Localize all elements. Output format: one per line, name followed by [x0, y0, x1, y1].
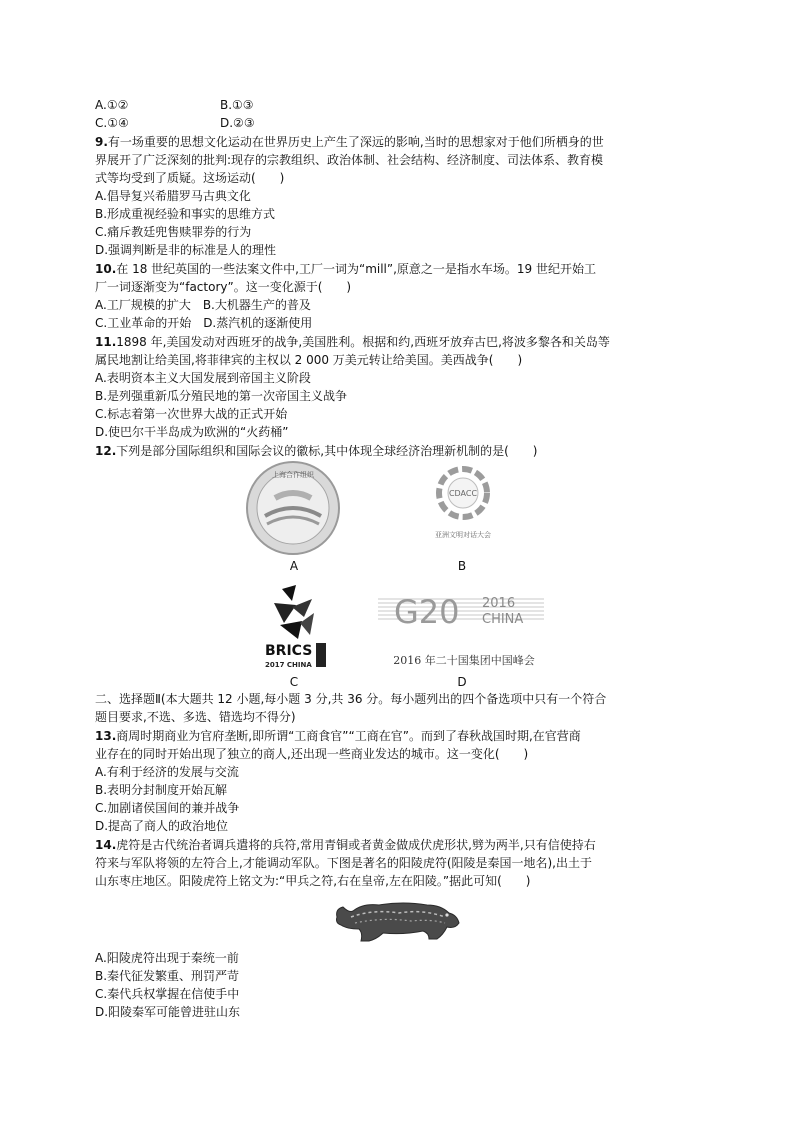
brics-logo: [262, 583, 332, 671]
q8-option-b: B.①③: [220, 98, 254, 112]
q10-number: 10.: [95, 262, 117, 276]
q9-option-b: B.形成重视经验和事实的思维方式: [95, 207, 276, 221]
q12-label-a: A: [289, 559, 299, 573]
q9-stem-line3: 式等均受到了质疑。这场运动( ): [95, 171, 285, 185]
q12-label-d: D: [457, 675, 467, 689]
q13-option-b: B.表明分封制度开始瓦解: [95, 783, 228, 797]
q9-number: 9.: [95, 135, 108, 149]
q13-option-a: A.有利于经济的发展与交流: [95, 765, 239, 779]
q11-option-d: D.使巴尔干半岛成为欧洲的“火药桶”: [95, 425, 289, 439]
q12-number: 12.: [95, 444, 117, 458]
q11-option-c: C.标志着第一次世界大战的正式开始: [95, 407, 288, 421]
q11-stem-line1: 11.1898 年,美国发动对西班牙的战争,美国胜利。根据和约,西班牙放弃古巴,将波多黎各和关岛等: [95, 335, 610, 349]
q13-option-d: D.提高了商人的政治地位: [95, 819, 229, 833]
g20-logo: [378, 585, 548, 635]
section2-heading-line1: 二、选择题Ⅱ(本大题共 12 小题,每小题 3 分,共 36 分。每小题列出的四个备选项中只有一个符合: [95, 692, 607, 706]
q9-stem-line2: 界展开了广泛深刻的批判:现存的宗教组织、政治体制、社会结构、经济制度、司法体系、教育模: [95, 153, 604, 167]
q10-stem-line2: 厂一词逐渐变为“factory”。这一变化源于( ): [95, 280, 352, 294]
brics-logo-sub: 2017 CHINA: [265, 661, 312, 669]
q9-option-a: A.倡导复兴希腊罗马古典文化: [95, 189, 251, 203]
q14-number: 14.: [95, 838, 117, 852]
q13-stem-line2: 业存在的同时开始出现了独立的商人,还出现一些商业发达的城市。这一变化( ): [95, 747, 529, 761]
cdac-logo-caption: 亚洲文明对话大会: [435, 531, 491, 539]
sco-logo: [245, 460, 341, 556]
g20-logo-year: 2016: [482, 596, 516, 611]
q11-stem-line2: 属民地割让给美国,将菲律宾的主权以 2 000 万美元转让给美国。美西战争( ): [95, 353, 523, 367]
q10-options-cd: C.工业革命的开始 D.蒸汽机的逐渐使用: [95, 316, 313, 330]
q10-stem-line1: 10.在 18 世纪英国的一些法案文件中,工厂一词为“mill”,原意之一是指水车场。19 世纪开始工: [95, 262, 597, 276]
q14-option-d: D.阳陵秦军可能曾进驻山东: [95, 1005, 241, 1019]
tiger-tally-image: [333, 895, 463, 945]
q14-option-a: A.阳陵虎符出现于秦统一前: [95, 951, 239, 965]
q9-stem-line1: 9.有一场重要的思想文化运动在世界历史上产生了深远的影响,当时的思想家对于他们所栖身的世: [95, 135, 604, 149]
q8-option-c: C.①④: [95, 116, 129, 130]
q14-stem-line2: 符来与军队将领的左符合上,才能调动军队。下图是著名的阳陵虎符(阳陵是秦国一地名),出土于: [95, 856, 592, 870]
q13-stem-line1: 13.商周时期商业为官府垄断,即所谓“工商食官”“工商在官”。而到了春秋战国时期,在官营商: [95, 729, 581, 743]
q10-options-ab: A.工厂规模的扩大 B.大机器生产的普及: [95, 298, 311, 312]
q11-option-a: A.表明资本主义大国发展到帝国主义阶段: [95, 371, 311, 385]
q14-option-c: C.秦代兵权掌握在信使手中: [95, 987, 240, 1001]
q14-stem-line1: 14.虎符是古代统治者调兵遣将的兵符,常用青铜或者黄金做成伏虎形状,劈为两半,只有信使持右: [95, 838, 596, 852]
g20-logo-caption: 2016 年二十国集团中国峰会: [393, 654, 535, 667]
q8-option-d: D.②③: [220, 116, 255, 130]
q12-stem: 12.下列是部分国际组织和国际会议的徽标,其中体现全球经济治理新机制的是( ): [95, 444, 538, 458]
q11-option-b: B.是列强重新瓜分殖民地的第一次帝国主义战争: [95, 389, 348, 403]
cdac-logo: [428, 465, 498, 547]
q14-stem-line3: 山东枣庄地区。阳陵虎符上铭文为:“甲兵之符,右在皇帝,左在阳陵。”据此可知( ): [95, 874, 531, 888]
q12-label-b: B: [457, 559, 467, 573]
q9-option-c: C.痛斥教廷兜售赎罪券的行为: [95, 225, 252, 239]
q9-option-d: D.强调判断是非的标准是人的理性: [95, 243, 277, 257]
q13-number: 13.: [95, 729, 117, 743]
q8-option-a: A.①②: [95, 98, 129, 112]
cdac-logo-text: CDACC: [448, 489, 478, 498]
sco-logo-text: 上海合作组织: [272, 471, 314, 479]
q14-option-b: B.秦代征发繁重、刑罚严苛: [95, 969, 240, 983]
g20-logo-main: G20: [394, 593, 460, 631]
section2-heading-line2: 题目要求,不选、多选、错选均不得分): [95, 710, 296, 724]
g20-logo-country: CHINA: [482, 612, 524, 627]
q13-option-c: C.加剧诸侯国间的兼并战争: [95, 801, 240, 815]
q11-number: 11.: [95, 335, 117, 349]
q12-label-c: C: [289, 675, 299, 689]
brics-logo-text: BRICS: [265, 643, 313, 659]
